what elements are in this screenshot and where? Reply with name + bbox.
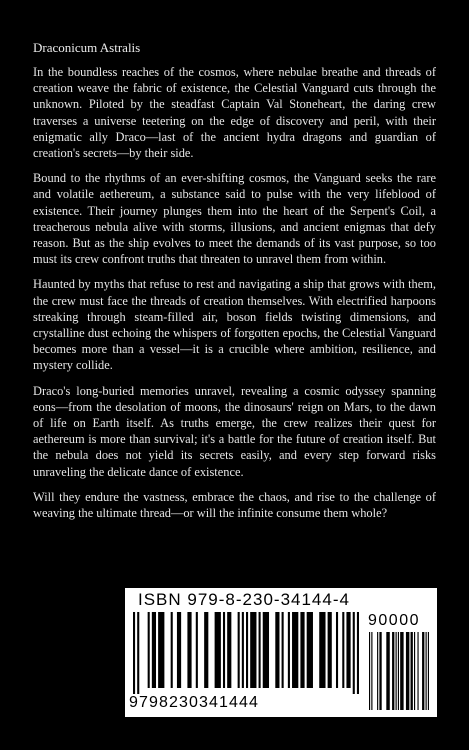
barcode-bar	[204, 612, 208, 688]
barcode-bar	[398, 632, 399, 710]
barcode-bar	[377, 632, 378, 710]
barcode-bar	[422, 632, 424, 710]
barcode-bar	[137, 612, 139, 694]
barcode-bar	[396, 632, 397, 710]
barcode-bar	[246, 612, 248, 688]
barcode-bar	[196, 612, 198, 688]
barcode-bar	[328, 612, 332, 688]
barcode-bar	[300, 612, 304, 688]
price-code-digits: 90000	[368, 612, 420, 629]
barcode-bar	[411, 632, 413, 710]
barcode-bar	[414, 632, 415, 710]
barcode-bar	[238, 612, 240, 688]
barcode-bar	[282, 612, 284, 688]
barcode-bar	[242, 612, 244, 688]
barcode-digits: 9798230341444	[129, 694, 259, 711]
barcode-bar	[275, 612, 279, 688]
blurb-paragraph-2: Bound to the rhythms of an ever-shifting cosmos, the Vanguard seeks the rare and volatile aethereum, a substance said to pulse with the very lifeblood of existence. Their journey plunges them into the heart of the Serpent's Coil, a treacherous nebula alive with storms, illusions, and ancient enigmas that defy reason. But as the ship evolves to meet the demands of its vast purpose, so too must its crew confront truths that threaten to unravel them from within.	[33, 171, 436, 267]
barcode-bar	[346, 612, 350, 688]
barcode-bar	[342, 612, 344, 688]
price-code-bars	[369, 632, 429, 710]
barcode-bar	[152, 612, 156, 688]
barcode-bar	[223, 612, 225, 688]
barcode-bars	[133, 612, 359, 694]
barcode-bar	[307, 612, 313, 688]
barcode-bar	[336, 612, 338, 688]
blurb	[33, 64, 436, 530]
isbn-label: ISBN 979-8-230-34144-4	[138, 590, 350, 609]
barcode-bar	[428, 632, 429, 710]
barcode-bar	[288, 612, 290, 688]
barcode-bar	[392, 632, 394, 710]
barcode-bar	[215, 612, 221, 688]
isbn-barcode	[125, 588, 437, 717]
barcode-bar	[426, 632, 427, 710]
barcode-bar	[148, 612, 150, 688]
barcode-bar	[263, 612, 269, 688]
barcode-bar	[369, 632, 370, 710]
barcode-bar	[292, 612, 298, 688]
barcode-bar	[406, 632, 409, 710]
blurb-paragraph-5: Will they endure the vastness, embrace the chaos, and rise to the challenge of weaving the ultimate thread—or will the infinite consume them whole?	[33, 489, 436, 521]
blurb-paragraph-4: Draco's long-buried memories unravel, revealing a cosmic odyssey spanning eons—from the desolation of moons, the dinosaurs' reign on Mars, to the dawn of life on Earth itself. As truths emerge, the crew realizes their quest for aethereum is more than survival; it's a battle for the future of creation itself. But the nebula does not yield its secrets easily, and every step forward risks unraveling the delicate dance of existence.	[33, 383, 436, 479]
barcode-bar	[187, 612, 191, 688]
barcode-bar	[371, 632, 372, 710]
barcode-bar	[417, 632, 418, 710]
barcode-bar	[227, 612, 231, 688]
barcode-bar	[171, 612, 173, 688]
barcode-bar	[319, 612, 325, 688]
blurb-paragraph-3: Haunted by myths that refuse to rest and navigating a ship that grows with them, the crew must face the threads of creation themselves. With electrified harpoons streaking through steam-filled air, boson fields twisting dimensions, and crystalline dust echoing the whispers of forgotten epochs, the Celestial Vanguard becomes more than a vessel—it is a crucible where ambition, resilience, and mystery collide.	[33, 277, 436, 373]
blurb-paragraph-1: In the boundless reaches of the cosmos, where nebulae breathe and threads of creation weave the fabric of existence, the Celestial Vanguard cuts through the unknown. Piloted by the steadfast Captain Val Stoneheart, the daring crew traverses a universe teetering on the edge of discovery and peril, with their enigmatic ally Draco—last of the ancient hydra dragons and guardian of creation's secrets—by their side.	[33, 65, 436, 161]
barcode-bar	[177, 612, 181, 688]
book-title: Draconicum Astralis	[33, 40, 141, 55]
barcode-bar	[357, 612, 359, 694]
barcode-bar	[379, 632, 381, 710]
barcode-bar	[386, 632, 389, 710]
barcode-bar	[353, 612, 355, 694]
barcode-bar	[158, 612, 164, 688]
barcode-bar	[133, 612, 135, 694]
barcode-bar	[259, 612, 261, 688]
barcode-bar	[400, 632, 403, 710]
barcode-bar	[250, 612, 256, 688]
